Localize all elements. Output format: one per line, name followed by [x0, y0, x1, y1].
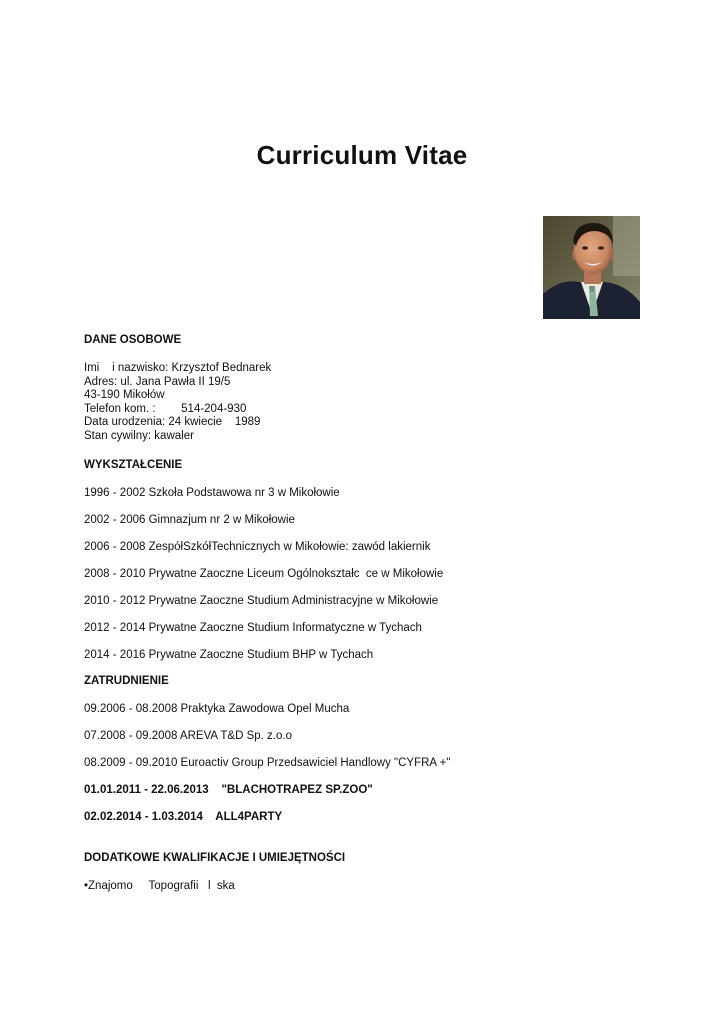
education-item: 2014 - 2016 Prywatne Zaoczne Studium BHP w Tychach: [84, 648, 374, 661]
qualification-item: •Znajomo Topografii l ska: [84, 879, 235, 892]
profile-photo: [543, 216, 640, 319]
education-item: 1996 - 2002 Szkoła Podstawowa nr 3 w Mikołowie: [84, 486, 340, 499]
education-item: 2012 - 2014 Prywatne Zaoczne Studium Informatyczne w Tychach: [84, 621, 422, 634]
personal-city-line: 43-190 Mikołów: [84, 389, 165, 402]
personal-phone-line: Telefon kom. : 514-204-930: [84, 402, 247, 415]
education-item: 2008 - 2010 Prywatne Zaoczne Liceum Ogólnokształc ce w Mikołowie: [84, 567, 444, 580]
employment-item: 02.02.2014 - 1.03.2014 ALL4PARTY: [84, 810, 283, 823]
section-heading-employment: ZATRUDNIENIE: [84, 674, 169, 687]
education-item: 2002 - 2006 Gimnazjum nr 2 w Mikołowie: [84, 513, 295, 526]
employment-item: 09.2006 - 08.2008 Praktyka Zawodowa Opel Mucha: [84, 702, 350, 715]
personal-name-line: Imi i nazwisko: Krzysztof Bednarek: [84, 362, 272, 374]
personal-marital-status-line: Stan cywilny: kawaler: [84, 429, 194, 442]
employment-item: 07.2008 - 09.2008 AREVA T&D Sp. z.o.o: [84, 729, 292, 742]
personal-birthdate-line: Data urodzenia: 24 kwiecie 1989: [84, 416, 261, 429]
section-heading-qualifications: DODATKOWE KWALIFIKACJE I UMIEJĘTNOŚCI: [84, 851, 346, 864]
personal-details: [84, 362, 644, 444]
section-heading-personal: DANE OSOBOWE: [84, 334, 182, 346]
personal-address-line: Adres: ul. Jana Pawła II 19/5: [84, 375, 231, 388]
employment-item: 08.2009 - 09.2010 Euroactiv Group Przedsawiciel Handlowy "CYFRA +": [84, 756, 451, 769]
employment-item: 01.01.2011 - 22.06.2013 "BLACHOTRAPEZ SP.ZOO": [84, 783, 373, 796]
document-title: Curriculum Vitae: [256, 140, 468, 170]
section-heading-education: WYKSZTAŁCENIE: [84, 458, 183, 471]
education-item: 2006 - 2008 ZespółSzkółTechnicznych w Mikołowie: zawód lakiernik: [84, 540, 431, 553]
education-item: 2010 - 2012 Prywatne Zaoczne Studium Administracyjne w Mikołowie: [84, 594, 439, 607]
